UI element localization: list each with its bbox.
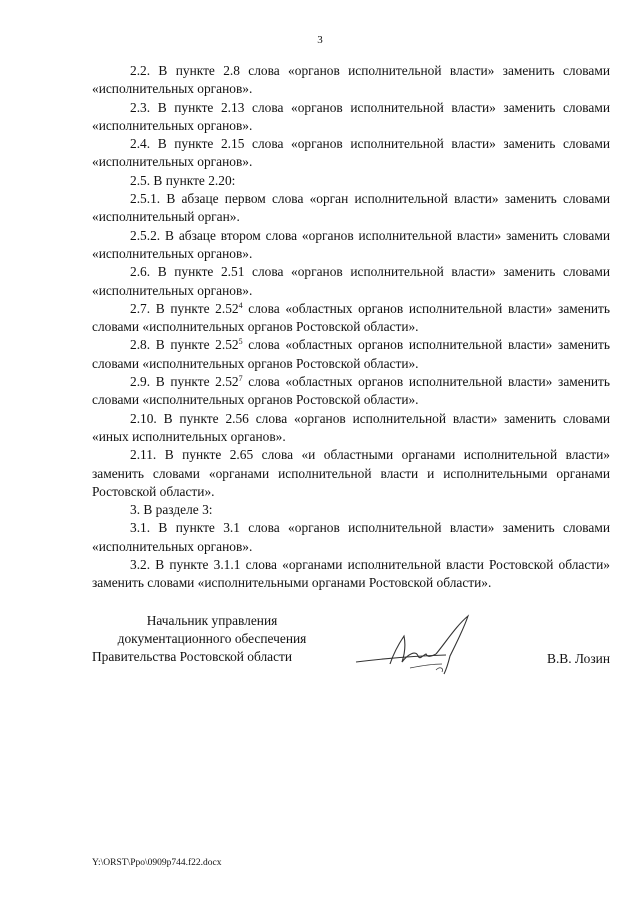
handwritten-signature — [350, 612, 480, 682]
paragraph-2-6: 2.6. В пункте 2.51 слова «органов исполнительной власти» заменить словами «исполнительных органов». — [92, 264, 610, 298]
paragraph-2-9: 2.9. В пункте 2.52$^7$ слова «областных органов исполнительной власти» заменить словами «исполнительных органов Ростовской области». — [92, 374, 610, 408]
signatory-title-line: Правительства Ростовской области — [92, 649, 293, 664]
paragraph-2-5-2: 2.5.2. В абзаце втором слова «органов исполнительной власти» заменить словами «исполнительных органов». — [92, 227, 610, 261]
paragraph-2-5-1: 2.5.1. В абзаце первом слова «орган исполнительной власти» заменить словами «исполнительный орган». — [92, 191, 610, 225]
paragraph-2-10: 2.10. В пункте 2.56 слова «органов исполнительной власти» заменить словами «иных исполнительных органов». — [92, 410, 610, 444]
signature-block — [92, 612, 610, 682]
paragraph-3-2: 3.2. В пункте 3.1.1 слова «органами исполнительной власти Ростовской области» заменить словами «исполнительными органами Ростовской области». — [92, 557, 610, 591]
paragraph-2-3: 2.3. В пункте 2.13 слова «органов исполнительной власти» заменить словами «исполнительных органов». — [92, 99, 610, 133]
paragraph-2-4: 2.4. В пункте 2.15 слова «органов исполнительной власти» заменить словами «исполнительных органов». — [92, 136, 610, 170]
signatory-title-line: документационного обеспечения — [117, 631, 307, 646]
signatory-name: В.В. Лозин — [547, 651, 610, 666]
paragraph-2-2: 2.2. В пункте 2.8 слова «органов исполнительной власти» заменить словами «исполнительных органов». — [92, 63, 610, 97]
paragraph-2-11: 2.11. В пункте 2.65 слова «и областными органами исполнительной власти» заменить словами «органами исполнительной власти и исполнительными органами Ростовской области». — [92, 447, 610, 499]
paragraph-3: 3. В разделе 3: — [130, 502, 213, 518]
signatory-title-line: Начальник управления — [146, 613, 278, 628]
document-body — [92, 62, 610, 593]
superscript: 5 — [238, 337, 243, 347]
paragraph-2-7: 2.7. В пункте 2.52$^4$ слова «областных органов исполнительной власти» заменить словами «исполнительных органов Ростовской области». — [92, 300, 610, 335]
page-number: 3 — [317, 34, 323, 46]
superscript: 4 — [238, 300, 243, 310]
signatory-title — [92, 612, 332, 666]
superscript: 7 — [238, 374, 243, 384]
paragraph-2-5: 2.5. В пункте 2.20: — [130, 172, 236, 188]
paragraph-2-8: 2.8. В пункте 2.52$^5$ слова «областных органов исполнительной власти» заменить словами «исполнительных органов Ростовской области». — [92, 337, 610, 371]
file-path-footer: Y:\ORST\Ppo\0909p744.f22.docx — [92, 858, 222, 868]
paragraph-3-1: 3.1. В пункте 3.1 слова «органов исполнительной власти» заменить словами «исполнительных органов». — [92, 520, 610, 554]
